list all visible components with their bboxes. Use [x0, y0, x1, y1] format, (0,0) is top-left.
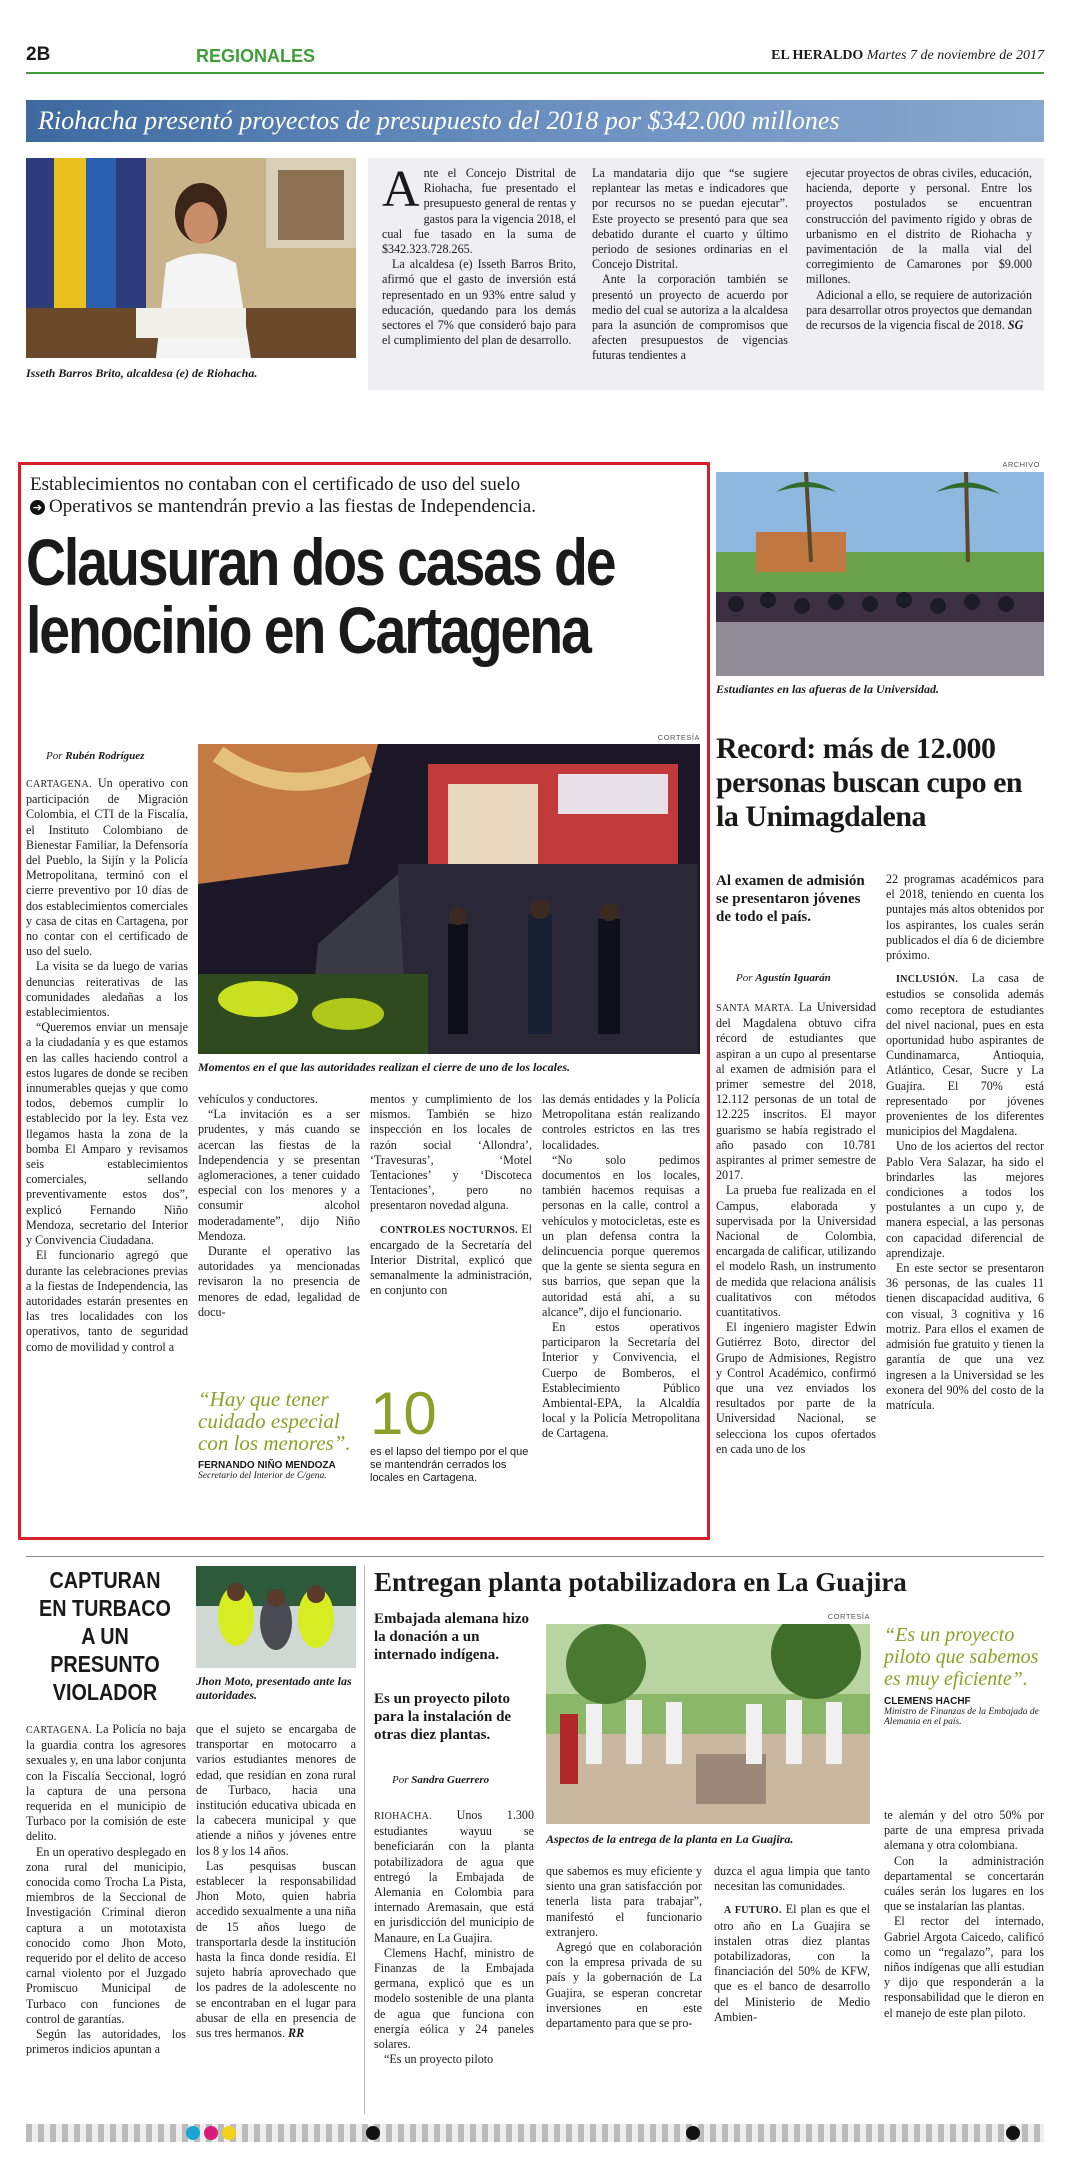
registration-dot-black-3	[1006, 2126, 1020, 2140]
turbaco-col1-p3: Según las autoridades, los primeros indicios apuntan a	[26, 2027, 186, 2057]
riohacha-col1-p2: La alcaldesa (e) Isseth Barros Brito, afirmó que el gasto de inversión está representado en un 93% entre salud y educación, quedando para los demás sectores el 7% que consideró bajo para el cumplimiento del plan de desarrollo.	[382, 257, 576, 348]
masthead-rule	[26, 72, 1044, 74]
lenocinio-dateline: CARTAGENA.	[26, 779, 92, 790]
unimag-col2-p1	[886, 971, 1044, 1139]
lenocinio-deck-2: Operativos se mantendrán previo a las fiestas de Independencia.	[49, 496, 536, 517]
lenocinio-stat-number: 10	[370, 1380, 437, 1447]
lenocinio-col2-p2: “La invitación es a ser prudentes, y más cuando se acercan las fiestas de la Independencia y se presentan aglomeraciones, a tener cuidado especial con los menores y a consumir alcohol moderadamente”, dijo Niño Mendoza.	[198, 1107, 360, 1243]
lenocinio-col-4	[542, 1092, 700, 1442]
lenocinio-photo	[198, 744, 700, 1054]
lenocinio-col4-p2: “No solo pedimos documentos en los locales, también hacemos requisas a personas en la calle, control a vehículos y motocicletas, este es un plan defensa contra la delincuencia porque queremos que la gente se sienta segura en sus barrios, que sepan que la autoridad está ahí, a su alcance”, dijo el funcionario.	[542, 1152, 700, 1319]
turbaco-col1-p2: En un operativo desplegado en zona rural del municipio, conocida como Trocha La Pista, miembros de la Seccional de Investigación Criminal dieron captura a un mototaxista conocido como Jhon Moto, requerido por el delito de acceso carnal violento por el Juzgado Promiscuo Municipal de Turbaco con funciones de control de garantías.	[26, 1844, 186, 2026]
lenocinio-col-2	[198, 1092, 360, 1320]
riohacha-banner	[26, 100, 1044, 142]
guajira-photo-credit: CORTESÍA	[827, 1612, 870, 1621]
lenocinio-col3-p2-text: El encargado de la Secretaría del Interior Distrital, explicó que semanalmente la administración, en conjunto con	[370, 1221, 532, 1298]
bottom-section-rule	[26, 1556, 1044, 1557]
riohacha-col3-p1: ejecutar proyectos de obras civiles, educación, hacienda, deporte y personal. Entre los proyectos postulados se encuentran construcción del pavimento rígido y obras de urbanismo en el distrito de Riohacha y pavimentación de la malla vial del corregimiento de Camarones por $9.000 millones.	[806, 166, 1032, 287]
guajira-photo-caption: Aspectos de la entrega de la planta en La Guajira.	[546, 1832, 794, 1846]
paper-name	[771, 48, 1044, 64]
turbaco-signoff: RR	[288, 2026, 305, 2041]
lenocinio-headline-line-1: Clausuran dos casas de	[26, 525, 615, 599]
riohacha-col-1	[382, 161, 576, 348]
guajira-subhead-2: Es un proyecto piloto para la instalación de otras diez plantas.	[374, 1691, 512, 1743]
guajira-pullquote	[884, 1624, 1044, 1727]
guajira-quote-text: “Es un proyecto piloto que sabemos es muy eficiente”.	[884, 1624, 1039, 1690]
registration-dot-cyan	[186, 2126, 200, 2140]
masthead	[26, 42, 1044, 68]
lenocinio-col1-p4: El funcionario agregó que durante las celebraciones previas a la fiestas de Independencia, las autoridades estarán presentes en las tres localidades con los operativos, tanto de seguridad como de movilidad y control a	[26, 1248, 188, 1354]
lenocinio-col3-p1: mentos y cumplimiento de los mismos. También se hizo inspección en los locales de razón social ‘Allondra’, ‘Travesuras’, ‘Motel Tentaciones’ y ‘Discoteca Tentaciones’, pero no presentaron novedad alguna.	[370, 1092, 532, 1213]
lenocinio-photo-credit: CORTESÍA	[657, 733, 700, 742]
guajira-col2-p1: que sabemos es muy eficiente y siento una gran satisfacción por tenerla lista para trabajar”, manifestó el funcionario extranjero.	[546, 1864, 702, 1939]
guajira-col4-p1: te alemán y del otro 50% por parte de una empresa privada alemana y otra colombiana.	[884, 1808, 1044, 1853]
lenocinio-photo-caption: Momentos en el que las autoridades realizan el cierre de uno de los locales.	[198, 1060, 570, 1074]
unimag-col2-intro: 22 programas académicos para el 2018, teniendo en cuenta los puntajes más altos obtenidos por los aspirantes, los cuales serán publicados el día 6 de diciembre próximo.	[886, 872, 1044, 963]
unimag-photo	[716, 472, 1044, 676]
lenocinio-col3-p2	[370, 1222, 532, 1299]
page-number: 2B	[26, 44, 51, 65]
unimag-photo-caption: Estudiantes en las afueras de la Universidad.	[716, 682, 940, 696]
registration-dot-yellow	[222, 2126, 236, 2140]
unimag-subhead: Al examen de admisión se presentaron jóvenes de todo el país.	[716, 873, 865, 925]
lenocinio-quote-role: Secretario del Interior de C/gena.	[198, 1471, 327, 1481]
lenocinio-pullquote	[198, 1388, 366, 1481]
unimag-col-2	[886, 872, 1044, 1413]
unimag-col2-p2: Uno de los aciertos del rector Pablo Vera Salazar, ha sido el brindarles las mejores condiciones a todos los postulantes a un cupo y, de manera especial, a las personas con capacidad diferencial de aprendizaje.	[886, 1139, 1044, 1260]
guajira-col3-p1-text: El plan es que el otro año en La Guajira se instalen otras diez plantas potabilizadoras, con la financiación del 50% de KFW, que es el banco de desarrollo del Ministerio de Medio Ambien-	[714, 1902, 870, 2024]
lenocinio-deck-2-row	[30, 496, 700, 518]
lenocinio-stat-text: es el lapso del tiempo por el que se mantendrán cerrados los locales en Cartagena.	[370, 1446, 529, 1484]
guajira-col4-p3: El rector del internado, Gabriel Argota Caicedo, calificó como un “regalazo”, para los niños indígenas que allí estudian y dijo que responderán a la responsabilidad que le dieron en el manejo de este plan piloto.	[884, 1914, 1044, 2020]
guajira-dateline: RIOHACHA.	[374, 1811, 432, 1822]
unimag-headline: Record: más de 12.000 personas buscan cupo en la Unimagdalena	[716, 732, 1023, 833]
guajira-col2-p2: Agregó que en colaboración con la empresa privada de su país y la gobernación de La Guajira, se esperan concretar inversiones en este departamento para que se pro-	[546, 1940, 702, 2031]
turbaco-photo-caption: Jhon Moto, presentado ante las autoridades.	[196, 1674, 352, 1702]
guajira-byline-prefix: Por	[392, 1774, 409, 1786]
guajira-photo	[546, 1624, 870, 1824]
turbaco-col-1	[26, 1722, 186, 2057]
arrow-right-icon: ➔	[30, 500, 45, 515]
riohacha-col2-p1: La mandataria dijo que “se sugiere replantear las metas e indicadores que por recursos no se puedan ejecutar”. Este proyecto se presentó para que sea debatido durante el cuarto y último periodo de sesiones ordinarias en el Concejo Distrital.	[592, 166, 788, 272]
guajira-byline	[392, 1774, 489, 1786]
guajira-col1-p2: Clemens Hachf, ministro de Finanzas de la Embajada germana, explicó que es un modelo sostenible de una planta de agua que funciona con energía eólica y 24 paneles solares.	[374, 1945, 534, 2052]
turbaco-col2-p2	[196, 1859, 356, 2041]
registration-dot-black-1	[366, 2126, 380, 2140]
guajira-col3-intro: duzca el agua limpia que tanto necesitan las comunidades.	[714, 1864, 870, 1894]
turbaco-col2-p2-text: Las pesquisas buscan establecer la responsabilidad Jhon Moto, quien habría accedido sexualmente a una niña de 15 años luego de transportarla desde la institución hasta la finca donde residía. El sujeto habría aprovechado que los padres de la adolescente no se encontraban en el lugar para abusar de ella en presencia de sus tres hermanos.	[196, 1858, 356, 2041]
guajira-col-1	[374, 1808, 534, 2067]
unimag-col1-p1-text: La Universidad del Magdalena obtuvo cifra récord de estudiantes que aspiran a un cupo al presentarse al examen de admisión para el primer semestre del 2018, 12.112 personas de un total de 12.225 inscritos. El mayor guarismo se había registrado el año pasado con 10.781 aspirantes al primer semestre de 2017.	[716, 1000, 876, 1183]
unimag-byline-name: Agustín Iguarán	[755, 972, 831, 984]
guajira-col-3	[714, 1864, 870, 2025]
unimag-photo-credit: ARCHIVO	[1002, 460, 1040, 469]
guajira-quote-author: CLEMENS HACHF	[884, 1696, 971, 1707]
unimag-col1-p1	[716, 1000, 876, 1183]
guajira-col1-p1	[374, 1808, 534, 1946]
lenocinio-col1-p1-text: Un operativo con participación de Migración Colombia, el CTI de la Fiscalía, el Instituto Colombiano de Bienestar Familiar, la Defensoría del Pueblo, la Sijín y la Policía Metropolitana, terminó con el cierre preventivo por 10 días de dos establecimientos comerciales y casa de citas en Cartagena, por no contar con el certificado de uso del suelo.	[26, 776, 188, 959]
turbaco-headline: CAPTURAN EN TURBACO A UN PRESUNTO VIOLADOR	[39, 1567, 171, 1705]
unimag-col2-p1-text: La casa de estudios se consolida además como receptora de estudiantes del nivel nacional, pues en esta oportunidad hubo aspirantes de Cundinamarca, Antioquia, Atlántico, Cesar, Sucre y La Guajira. El 70% está representado por jóvenes provenientes de los diferentes municipios del Magdalena.	[886, 971, 1044, 1139]
riohacha-col-2	[592, 166, 788, 364]
lenocinio-col2-p1: vehículos y conductores.	[198, 1092, 318, 1106]
guajira-headline: Entregan planta potabilizadora en La Guajira	[374, 1567, 907, 1597]
guajira-col1-p1-text: Unos 1.300 estudiantes wayuu se beneficiarán con la planta potabilizadora de agua que entregó la Embajada de Alemania en Colombia para internado Aremasain, que está en jurisdicción del municipio de Manaure, en La Guajira.	[374, 1808, 534, 1945]
riohacha-signoff: SG	[1007, 318, 1024, 333]
lenocinio-col4-p1: las demás entidades y la Policía Metropolitana están realizando controles estrictos en las tres localidades.	[542, 1092, 700, 1152]
unimag-col-1	[716, 1000, 876, 1457]
lenocinio-col4-p3: En estos operativos participaron la Secretaría del Interior y Convivencia, el Cuerpo de Bomberos, el Establecimiento Público Ambiental-EPA, la Alcaldía local y la Policía Metropolitana de Cartagena.	[542, 1320, 700, 1441]
lenocinio-byline-prefix: Por	[46, 750, 63, 762]
riohacha-col2-p2: Ante la corporación también se presentó un proyecto de acuerdo por medio del cual se autoriza a la alcaldesa para la asunción de compromisos que afecten presupuestos de vigencias futuras tendientes a	[592, 272, 788, 363]
unimag-col1-p3: El ingeniero magister Edwin Gutiérrez Boto, director del Grupo de Admisiones, Registro y Control Académico, confirmó que una vez enviados los resultados por parte de la Universidad Nacional, se selecciona los cupos ofertados en cada uno de los	[716, 1320, 876, 1456]
lenocinio-quote-author: FERNANDO NIÑO MENDOZA	[198, 1460, 336, 1471]
lenocinio-quote-text: “Hay que tener cuidado especial con los menores”.	[198, 1387, 351, 1455]
riohacha-headline: Riohacha presentó proyectos de presupuesto del 2018 por $342.000 millones	[38, 106, 840, 135]
turbaco-col1-p1	[26, 1722, 186, 1845]
paper-title: EL HERALDO	[771, 48, 864, 63]
guajira-col3-kicker: A FUTURO.	[724, 1905, 782, 1917]
unimag-byline-prefix: Por	[736, 972, 753, 984]
registration-dot-black-2	[686, 2126, 700, 2140]
turbaco-dateline: CARTAGENA.	[26, 1725, 92, 1736]
riohacha-dropcap: A	[382, 161, 420, 218]
lenocinio-byline	[46, 750, 144, 762]
unimag-col2-p3: En este sector se presentaron 36 personas, de las cuales 11 tienen discapacidad auditiva, 6 con visual, 3 cognitiva y 16 motriz. Para ellos el examen de admisión fue gratuito y tienen la garantía de que una vez ingresen a la Universidad se les exonera del 90% del costo de la matrícula.	[886, 1261, 1044, 1412]
lenocinio-headline-line-2: lenocinio en Cartagena	[26, 593, 590, 667]
guajira-col3-p1	[714, 1902, 870, 2025]
lenocinio-deck	[30, 474, 700, 518]
issue-date: Martes 7 de noviembre de 2017	[866, 48, 1044, 63]
guajira-col4-p2: Con la administración departamental se concertarán cuáles serán los lugares en los que se instalarían las plantas.	[884, 1853, 1044, 1914]
riohacha-col3-p2-text: Adicional a ello, se requiere de autorización para desarrollar otros proyectos que demandan de recursos de la vigencia fiscal de 2018.	[806, 287, 1032, 333]
lenocinio-headline	[26, 525, 615, 667]
turbaco-divider	[364, 1566, 365, 2114]
unimag-dateline: SANTA MARTA.	[716, 1003, 794, 1014]
riohacha-col1-p1: nte el Concejo Distrital de Riohacha, fue presentado el presupuesto general de rentas y gastos para la vigencia 2018, el cual fue tasado en la suma de $342.323.728.265.	[382, 166, 576, 257]
guajira-quote-role: Ministro de Finanzas de la Embajada de Alemania en el país.	[884, 1707, 1039, 1727]
lenocinio-col1-p3: “Queremos enviar un mensaje a la ciudadanía y es que estamos en las calles haciendo control a estos lugares de donde se reciben innumerables quejas y que como todos, debemos cumplir lo establecido por la ley. Esta vez llegamos hasta la zona de la bomba El Amparo y revisamos seis establecimientos comerciales, sellando preventivamente estos dos”, explicó Fernando Niño Mendoza, secretario del Interior y Convivencia Ciudadana.	[26, 1020, 188, 1248]
lenocinio-col1-p1	[26, 776, 188, 959]
riohacha-photo	[26, 158, 356, 358]
riohacha-col-3	[806, 166, 1032, 333]
turbaco-col-2	[196, 1722, 356, 2041]
lenocinio-stat	[370, 1380, 534, 1485]
lenocinio-col3-kicker: CONTROLES NOCTURNOS.	[380, 1224, 518, 1236]
unimag-byline	[736, 972, 831, 984]
unimag-col2-kicker: INCLUSIÓN.	[896, 974, 959, 986]
unimag-col1-p2: La prueba fue realizada en el Campus, elaborada y supervisada por la Universidad Nacional de Colombia, encargada de calificar, utilizando el modelo Rash, un instrumento de medida que relaciona análisis cualitativos con métodos cuantitativos.	[716, 1183, 876, 1320]
turbaco-col2-p1: que el sujeto se encargaba de transportar en motocarro a varios estudiantes menores de edad, que residían en zona rural de Turbaco, hacia una institución educativa ubicada en la cabecera municipal y que atiende a niños y jóvenes entre los 8 y los 14 años.	[196, 1722, 356, 1858]
guajira-byline-name: Sandra Guerrero	[411, 1774, 490, 1786]
section-name: REGIONALES	[196, 46, 316, 66]
lenocinio-col-3	[370, 1092, 532, 1299]
lenocinio-col1-p2: La visita se da luego de varias denuncias reiterativas de las comunidades aledañas a los establecimientos.	[26, 959, 188, 1020]
registration-dot-magenta	[204, 2126, 218, 2140]
lenocinio-deck-1: Establecimientos no contaban con el certificado de uso del suelo	[30, 474, 521, 495]
guajira-col-2	[546, 1864, 702, 2031]
lenocinio-col2-p3: Durante el operativo las autoridades ya mencionadas revisaron la no presencia de menores de edad, legalidad de docu-	[198, 1244, 360, 1319]
turbaco-col1-p1-text: La Policía no baja la guardia contra los agresores sexuales y, en una labor conjunta con la Fiscalía Seccional, logró la captura de una persona requerida en el municipio de Turbaco por la comisión de este delito.	[26, 1722, 186, 1844]
guajira-subhead-1: Embajada alemana hizo la donación a un internado indígena.	[374, 1611, 530, 1663]
riohacha-col3-p2	[806, 288, 1032, 334]
guajira-col1-p3: “Es un proyecto piloto	[384, 2052, 494, 2067]
lenocinio-byline-name: Rubén Rodríguez	[65, 750, 145, 762]
riohacha-photo-caption: Isseth Barros Brito, alcaldesa (e) de Riohacha.	[26, 366, 258, 380]
turbaco-photo	[196, 1566, 356, 1668]
lenocinio-col-1	[26, 776, 188, 1355]
guajira-col-4	[884, 1808, 1044, 2021]
registration-bar	[26, 2124, 1044, 2142]
